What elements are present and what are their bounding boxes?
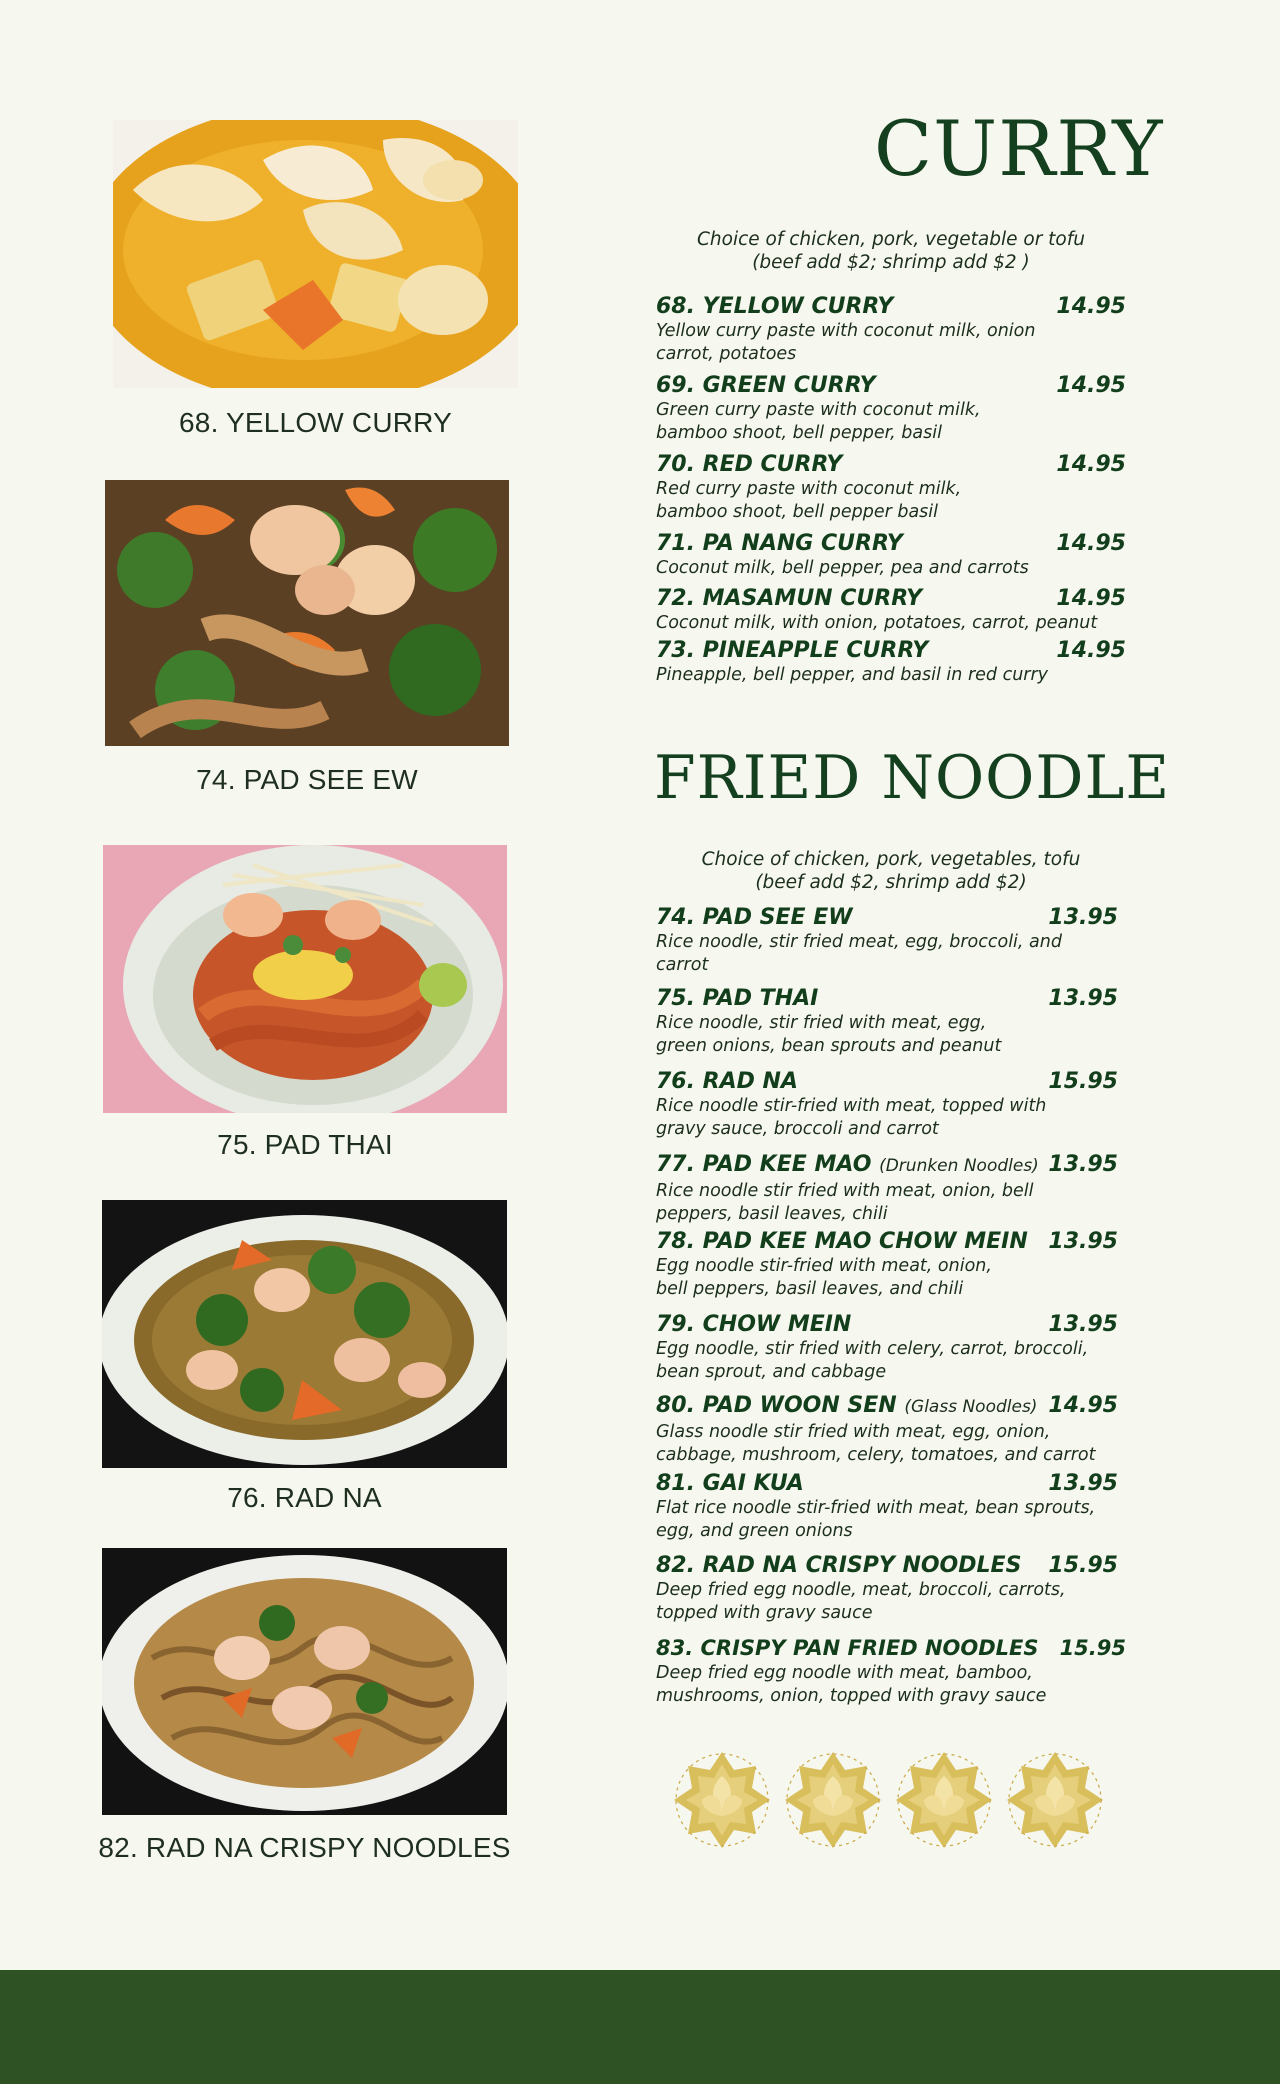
item-price: 14.95 xyxy=(1056,638,1126,663)
item-description-line: egg, and green onions xyxy=(656,1521,853,1541)
item-price: 13.95 xyxy=(1048,1152,1118,1177)
curry-note-line1: Choice of chicken, pork, vegetable or tofu xyxy=(697,229,1085,250)
item-name: 75. PAD THAI xyxy=(656,986,819,1011)
item-description-line: Yellow curry paste with coconut milk, onion xyxy=(656,321,1036,341)
item-price: 13.95 xyxy=(1048,1471,1118,1496)
item-description-line: carrot xyxy=(656,955,709,975)
pad-thai-photo xyxy=(103,845,507,1113)
curry-choice-note xyxy=(656,228,1126,274)
item-price: 14.95 xyxy=(1048,1393,1118,1418)
pad-see-ew-photo xyxy=(105,480,509,746)
item-description-line: Pineapple, bell pepper, and basil in red curry xyxy=(656,665,1049,685)
menu-item xyxy=(656,1392,1118,1467)
item-description-line: Egg noodle, stir fried with celery, carrot, broccoli, xyxy=(656,1339,1089,1359)
item-name: 69. GREEN CURRY xyxy=(656,373,876,398)
item-description-line: Deep fried egg noodle with meat, bamboo, xyxy=(656,1663,1033,1683)
item-price: 14.95 xyxy=(1056,586,1126,611)
rad-na-photo xyxy=(102,1200,507,1468)
fried-noodle-section-title: FRIED NOODLE xyxy=(654,743,1171,813)
item-price: 15.95 xyxy=(1048,1069,1118,1094)
item-description-line: Rice noodle, stir fried with meat, egg, xyxy=(656,1013,987,1033)
item-name: 77. PAD KEE MAO xyxy=(656,1152,872,1177)
menu-item xyxy=(656,293,1126,366)
item-name: 83. CRISPY PAN FRIED NOODLES xyxy=(656,1636,1039,1660)
lotus-icon xyxy=(674,1752,770,1848)
menu-item xyxy=(656,585,1126,635)
item-description-line: cabbage, mushroom, celery, tomatoes, and carrot xyxy=(656,1445,1096,1465)
item-description-line: carrot, potatoes xyxy=(656,344,797,364)
gold-lotus-ornaments xyxy=(672,1748,1108,1852)
menu-item xyxy=(656,1470,1118,1543)
item-description-line: Rice noodle, stir fried meat, egg, broccoli, and xyxy=(656,932,1062,952)
yellow-curry-photo xyxy=(113,120,518,388)
item-description-line: Red curry paste with coconut milk, xyxy=(656,479,962,499)
item-name: 72. MASAMUN CURRY xyxy=(656,586,923,611)
menu-item xyxy=(656,1228,1118,1301)
photo-caption: 76. RAD NA xyxy=(227,1482,382,1513)
photo-caption: 74. PAD SEE EW xyxy=(196,764,418,795)
menu-item xyxy=(656,985,1118,1058)
menu-item xyxy=(656,1151,1118,1226)
item-price: 14.95 xyxy=(1056,531,1126,556)
lotus-icon xyxy=(1007,1752,1103,1848)
noodle-choice-note xyxy=(656,848,1126,894)
menu-item xyxy=(656,372,1126,445)
item-name-subtitle: (Glass Noodles) xyxy=(904,1397,1038,1417)
item-name: 79. CHOW MEIN xyxy=(656,1312,852,1337)
item-price: 13.95 xyxy=(1048,905,1118,930)
item-description-line: Coconut milk, with onion, potatoes, carrot, peanut xyxy=(656,613,1098,633)
item-price: 14.95 xyxy=(1056,294,1126,319)
photo-caption: 75. PAD THAI xyxy=(217,1129,393,1160)
menu-item xyxy=(656,637,1126,687)
photo-caption: 68. YELLOW CURRY xyxy=(179,407,452,438)
item-description-line: Egg noodle stir-fried with meat, onion, xyxy=(656,1256,992,1276)
footer-bar xyxy=(0,1970,1280,2084)
item-description-line: topped with gravy sauce xyxy=(656,1603,873,1623)
item-price: 14.95 xyxy=(1056,452,1126,477)
item-price: 13.95 xyxy=(1048,1312,1118,1337)
item-description-line: green onions, bean sprouts and peanut xyxy=(656,1036,1002,1056)
menu-item xyxy=(656,1552,1118,1625)
item-name: 70. RED CURRY xyxy=(656,452,843,477)
lotus-icon xyxy=(896,1752,992,1848)
item-name-subtitle: (Drunken Noodles) xyxy=(879,1156,1039,1176)
item-description-line: Rice noodle stir fried with meat, onion, bell xyxy=(656,1181,1034,1201)
noodle-note-line1: Choice of chicken, pork, vegetables, tofu xyxy=(701,849,1081,870)
item-name: 80. PAD WOON SEN xyxy=(656,1393,897,1418)
item-description-line: bell peppers, basil leaves, and chili xyxy=(656,1279,964,1299)
item-name: 81. GAI KUA xyxy=(656,1471,804,1496)
item-name: 76. RAD NA xyxy=(656,1069,798,1094)
item-price: 13.95 xyxy=(1048,986,1118,1011)
item-price: 13.95 xyxy=(1048,1229,1118,1254)
item-description-line: Flat rice noodle stir-fried with meat, bean sprouts, xyxy=(656,1498,1096,1518)
menu-item xyxy=(656,530,1126,580)
item-description-line: Coconut milk, bell pepper, pea and carrots xyxy=(656,558,1029,578)
noodle-note-line2: (beef add $2, shrimp add $2) xyxy=(755,872,1027,893)
menu-item xyxy=(656,1311,1118,1384)
rad-na-crispy-noodles-photo xyxy=(102,1548,507,1815)
menu-item xyxy=(656,1635,1126,1708)
item-name: 73. PINEAPPLE CURRY xyxy=(656,638,929,663)
menu-item xyxy=(656,451,1126,524)
photo-caption: 82. RAD NA CRISPY NOODLES xyxy=(98,1832,511,1863)
curry-note-line2: (beef add $2; shrimp add $2 ) xyxy=(752,252,1030,273)
item-description-line: Green curry paste with coconut milk, xyxy=(656,400,981,420)
item-price: 14.95 xyxy=(1056,373,1126,398)
item-description-line: Rice noodle stir-fried with meat, topped with xyxy=(656,1096,1047,1116)
curry-section-title: CURRY xyxy=(874,104,1164,193)
lotus-icon xyxy=(785,1752,881,1848)
menu-item xyxy=(656,1068,1118,1141)
item-description-line: gravy sauce, broccoli and carrot xyxy=(656,1119,939,1139)
item-description-line: Glass noodle stir fried with meat, egg, onion, xyxy=(656,1422,1051,1442)
item-name: 68. YELLOW CURRY xyxy=(656,294,894,319)
item-name: 78. PAD KEE MAO CHOW MEIN xyxy=(656,1229,1028,1254)
item-description-line: bean sprout, and cabbage xyxy=(656,1362,887,1382)
item-price: 15.95 xyxy=(1059,1636,1126,1660)
item-description-line: peppers, basil leaves, chili xyxy=(656,1204,888,1224)
item-price: 15.95 xyxy=(1048,1553,1118,1578)
item-name: 74. PAD SEE EW xyxy=(656,905,853,930)
item-name: 71. PA NANG CURRY xyxy=(656,531,903,556)
item-description-line: bamboo shoot, bell pepper basil xyxy=(656,502,939,522)
menu-item xyxy=(656,904,1118,977)
item-description-line: Deep fried egg noodle, meat, broccoli, carrots, xyxy=(656,1580,1066,1600)
item-description-line: bamboo shoot, bell pepper, basil xyxy=(656,423,942,443)
item-name: 82. RAD NA CRISPY NOODLES xyxy=(656,1553,1022,1578)
item-description-line: mushrooms, onion, topped with gravy sauce xyxy=(656,1686,1047,1706)
